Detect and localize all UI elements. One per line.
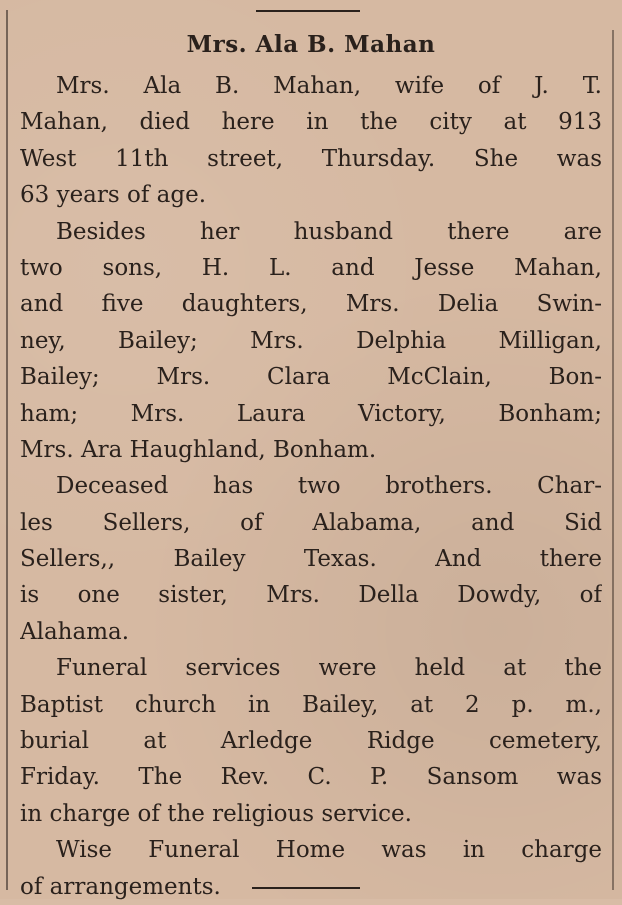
article-line: ney, Bailey; Mrs. Delphia Milligan,: [20, 327, 602, 354]
top-divider: [256, 10, 360, 12]
article-line: burial at Arledge Ridge cemetery,: [20, 728, 602, 755]
article-line: West 11th street, Thursday. She was: [20, 145, 602, 172]
article-line: in charge of the religious service.: [20, 800, 412, 827]
article-line: Funeral services were held at the: [56, 655, 602, 682]
article-line: Friday. The Rev. C. P. Sansom was: [20, 764, 602, 791]
article-line: ham; Mrs. Laura Victory, Bonham;: [20, 400, 602, 427]
bottom-divider: [252, 887, 360, 889]
article-line: Wise Funeral Home was in charge: [56, 837, 602, 864]
article-line: Sellers,, Bailey Texas. And there: [20, 546, 602, 573]
article-line: and five daughters, Mrs. Delia Swin-: [20, 291, 602, 318]
article-line: les Sellers, of Alabama, and Sid: [20, 509, 602, 536]
article-body: [20, 68, 602, 905]
article-line: Baptist church in Bailey, at 2 p. m.,: [20, 691, 602, 718]
column-rule-right: [612, 30, 614, 890]
article-line: Bailey; Mrs. Clara McClain, Bon-: [20, 364, 602, 391]
article-line: Mrs. Ara Haughland, Bonham.: [20, 436, 377, 463]
article-line: is one sister, Mrs. Della Dowdy, of: [20, 582, 602, 609]
column-rule-left: [6, 10, 8, 890]
article-line: two sons, H. L. and Jesse Mahan,: [20, 254, 602, 281]
article-line: Deceased has two brothers. Char-: [56, 473, 602, 500]
article-line: 63 years of age.: [20, 182, 207, 209]
article-line: of arrangements.: [20, 873, 221, 900]
article-line: Alahama.: [20, 618, 130, 645]
article-headline: Mrs. Ala B. Mahan: [186, 31, 436, 58]
article-line: Mrs. Ala B. Mahan, wife of J. T.: [56, 73, 602, 99]
article-line: Mahan, died here in the city at 913: [20, 109, 602, 136]
article-line: Besides her husband there are: [56, 218, 602, 245]
